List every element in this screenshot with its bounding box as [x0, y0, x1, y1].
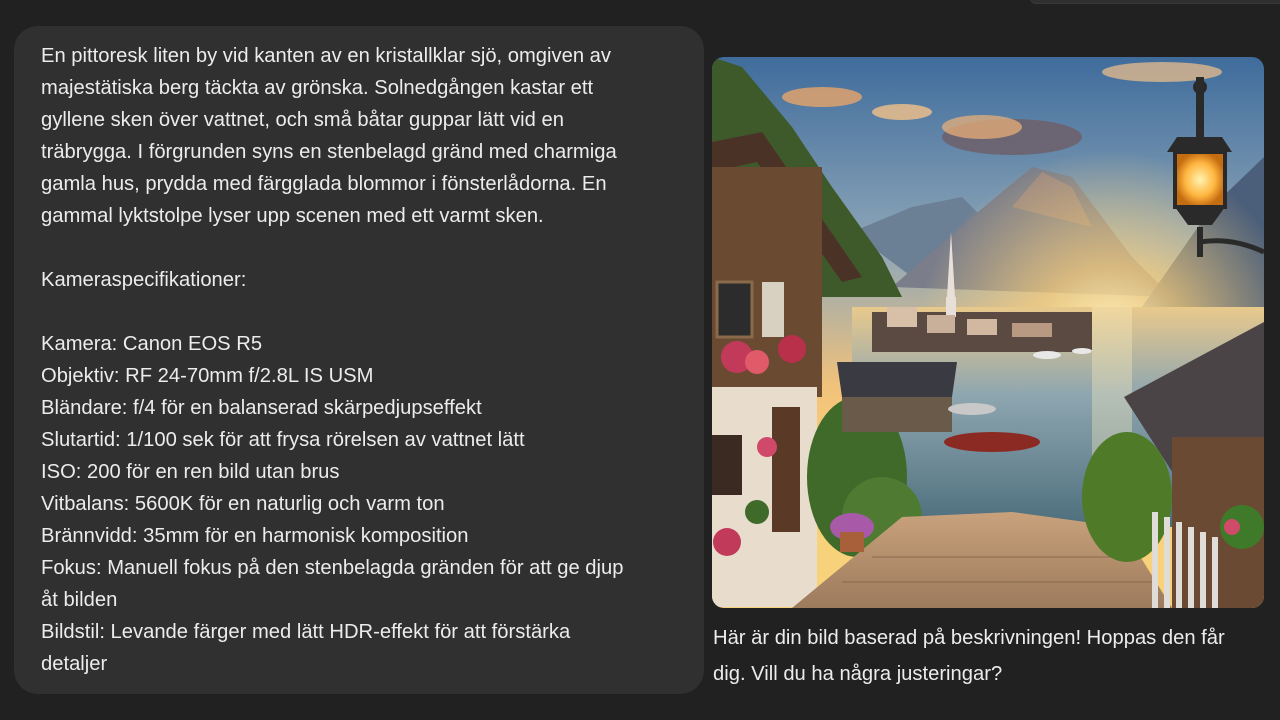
scene-description — [41, 40, 678, 232]
specs-heading: Kameraspecifikationer: — [41, 269, 247, 291]
generated-image[interactable] — [712, 57, 1264, 608]
description-line: En pittoresk liten by vid kanten av en kristallklar sjö, omgiven av — [41, 45, 612, 67]
spec-line: Vitbalans: 5600K för en naturlig och varm ton — [41, 493, 445, 515]
spec-line: Slutartid: 1/100 sek för att frysa rörelsen av vattnet lätt — [41, 429, 525, 451]
description-line: gamla hus, prydda med färgglada blommor i fönsterlådorna. En — [41, 173, 607, 195]
spec-line: Brännvidd: 35mm för en harmonisk komposition — [41, 525, 469, 547]
description-line: gammal lyktstolpe lyser upp scenen med ett varmt sken. — [41, 205, 544, 227]
village-illustration — [712, 57, 1264, 608]
top-input-edge — [1030, 0, 1280, 4]
assistant-text-line: Här är din bild baserad på beskrivningen! Hoppas den får — [713, 627, 1225, 649]
spec-line: ISO: 200 för en ren bild utan brus — [41, 461, 340, 483]
spec-line: Objektiv: RF 24-70mm f/2.8L IS USM — [41, 365, 374, 387]
description-line: majestätiska berg täckta av grönska. Solnedgången kastar ett — [41, 77, 594, 99]
assistant-text-line: dig. Vill du ha några justeringar? — [713, 663, 1003, 685]
spec-line: Bildstil: Levande färger med lätt HDR-effekt för att förstärka — [41, 621, 571, 643]
camera-specs-list — [41, 328, 678, 680]
assistant-message-text — [713, 620, 1280, 692]
spec-line: Bländare: f/4 för en balanserad skärpedjupseffekt — [41, 397, 482, 419]
spec-line: Fokus: Manuell fokus på den stenbelagda gränden för att ge djup — [41, 557, 624, 579]
description-line: gyllene sken över vattnet, och små båtar guppar lätt vid en — [41, 109, 564, 131]
user-message-bubble — [14, 26, 704, 694]
spec-line: detaljer — [41, 653, 108, 675]
spec-line: Kamera: Canon EOS R5 — [41, 333, 263, 355]
description-line: träbrygga. I förgrunden syns en stenbelagd gränd med charmiga — [41, 141, 617, 163]
spec-line: åt bilden — [41, 589, 118, 611]
